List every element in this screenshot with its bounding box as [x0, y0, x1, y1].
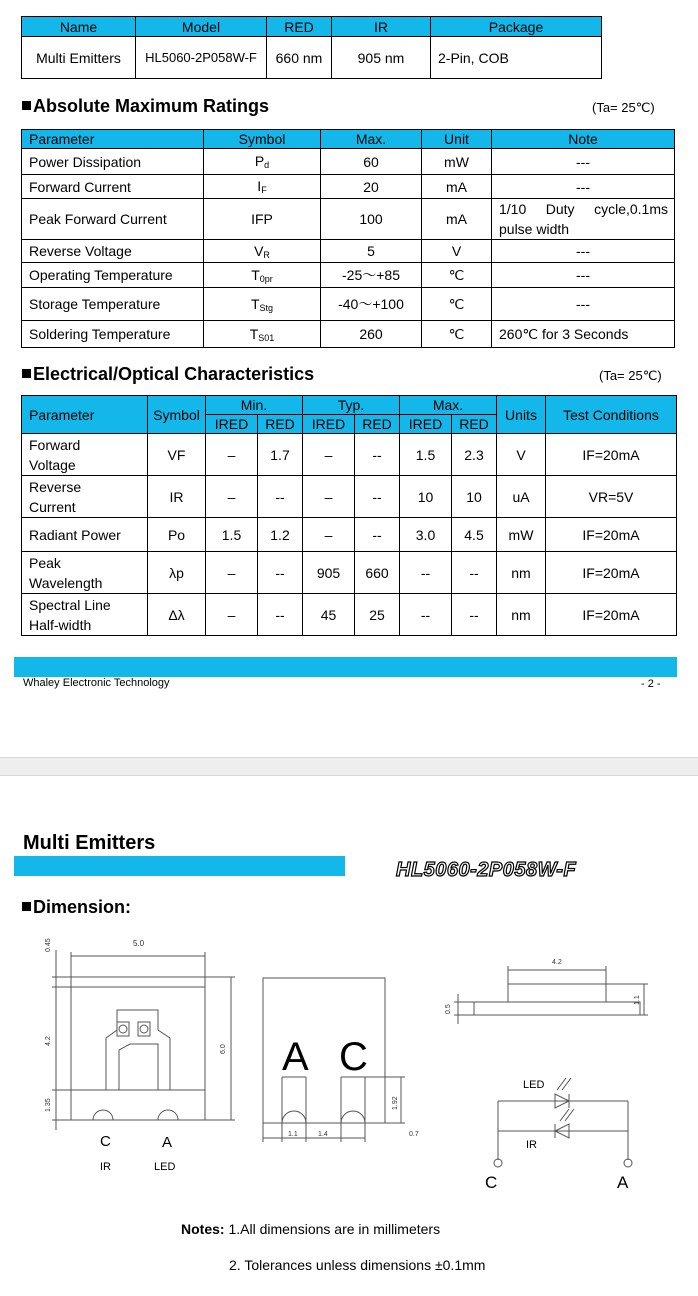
- amr-max: 260: [321, 321, 422, 348]
- amr-unit: mA: [422, 175, 492, 199]
- eoc-symbol: λp: [148, 552, 206, 594]
- dim-label: 0.45: [45, 938, 52, 952]
- eoc-value: 1.5: [206, 518, 258, 552]
- amr-param: Operating Temperature: [22, 263, 204, 288]
- eoc-value: --: [258, 552, 303, 594]
- amr-note: ---: [492, 240, 675, 263]
- eoc-unit: mW: [497, 518, 546, 552]
- eoc-value: --: [400, 552, 452, 594]
- eoc-value: 1.5: [400, 434, 452, 476]
- summary-cell: 660 nm: [267, 37, 332, 79]
- bullet-square-icon: [22, 902, 31, 911]
- schematic-drawing: [480, 1068, 650, 1198]
- eoc-value: –: [206, 594, 258, 636]
- eoc-unit: nm: [497, 594, 546, 636]
- note-2: 2. Tolerances unless dimensions ±0.1mm: [229, 1257, 486, 1273]
- eoc-test: IF=20mA: [546, 552, 677, 594]
- amr-note: ---: [492, 288, 675, 321]
- eoc-value: --: [400, 594, 452, 636]
- amr-symbol: $T_{Stg}$: [204, 288, 321, 321]
- eoc-value: 45: [303, 594, 355, 636]
- dim-label: 5.0: [133, 939, 145, 948]
- amr-max: 60: [321, 149, 422, 175]
- eoc-value: --: [258, 594, 303, 636]
- summary-header: IR: [332, 17, 431, 37]
- page2-title: Multi Emitters: [23, 832, 156, 854]
- pad-label-a: A: [282, 1035, 309, 1079]
- amr-header: Unit: [422, 130, 492, 149]
- schematic-label-a: A: [617, 1173, 629, 1192]
- amr-max: 100: [321, 199, 422, 240]
- eoc-symbol: Po: [148, 518, 206, 552]
- eoc-header-symbol: Symbol: [148, 396, 206, 434]
- eoc-value: --: [452, 594, 497, 636]
- amr-param: Power Dissipation: [22, 149, 204, 175]
- eoc-test: VR=5V: [546, 476, 677, 518]
- amr-unit: mW: [422, 149, 492, 175]
- amr-max: -25～+85: [321, 263, 422, 288]
- top-view-drawing: [30, 930, 250, 1180]
- amr-symbol: $T_{0pr}$: [204, 263, 321, 288]
- pin-label-led: LED: [154, 1161, 176, 1173]
- eoc-param: Reverse Current: [22, 476, 148, 518]
- amr-note: ---: [492, 175, 675, 199]
- eoc-subheader: RED: [258, 415, 303, 434]
- amr-symbol: $I_F$: [204, 175, 321, 199]
- amr-note: ---: [492, 149, 675, 175]
- amr-param: Peak Forward Current: [22, 199, 204, 240]
- notes-label: Notes:: [181, 1221, 225, 1237]
- dim-label: 1.1: [634, 995, 641, 1005]
- eoc-value: 3.0: [400, 518, 452, 552]
- eoc-value: –: [206, 476, 258, 518]
- amr-table: [21, 129, 675, 348]
- dim-label: 6.0: [220, 1044, 227, 1054]
- eoc-value: --: [355, 434, 400, 476]
- eoc-test: IF=20mA: [546, 518, 677, 552]
- amr-note: 260℃ for 3 Seconds: [492, 321, 675, 348]
- dim-label: 1.1: [288, 1131, 298, 1138]
- table-row: [22, 476, 677, 518]
- eoc-value: --: [355, 476, 400, 518]
- table-row: [22, 594, 677, 636]
- schematic-label-c: C: [485, 1173, 498, 1192]
- dim-label: 4.2: [552, 959, 562, 966]
- eoc-value: 25: [355, 594, 400, 636]
- eoc-header-units: Units: [497, 396, 546, 434]
- eoc-value: 4.5: [452, 518, 497, 552]
- summary-table: [21, 16, 602, 79]
- eoc-header-min: Min.: [206, 396, 303, 415]
- amr-max: 20: [321, 175, 422, 199]
- eoc-header-test: Test Conditions: [546, 396, 677, 434]
- summary-cell: 2-Pin, COB: [431, 37, 602, 79]
- amr-symbol: $T_{S01}$: [204, 321, 321, 348]
- eoc-header-param: Parameter: [22, 396, 148, 434]
- table-row: [22, 552, 677, 594]
- title-underline-bar: [14, 856, 345, 876]
- amr-note: ---: [492, 263, 675, 288]
- eoc-param: Forward Voltage: [22, 434, 148, 476]
- amr-param: Forward Current: [22, 175, 204, 199]
- pad-label-c: C: [339, 1035, 368, 1079]
- pin-label-ir: IR: [100, 1161, 111, 1173]
- eoc-test: IF=20mA: [546, 434, 677, 476]
- summary-cell: 905 nm: [332, 37, 431, 79]
- bullet-square-icon: [22, 369, 31, 378]
- schematic-label-ir: IR: [526, 1139, 537, 1151]
- eoc-value: –: [303, 434, 355, 476]
- summary-cell: Multi Emitters: [22, 37, 136, 79]
- amr-symbol: IFP: [204, 199, 321, 240]
- eoc-value: --: [258, 476, 303, 518]
- eoc-value: –: [206, 434, 258, 476]
- amr-symbol: $P_d$: [204, 149, 321, 175]
- eoc-value: --: [355, 518, 400, 552]
- eoc-unit: uA: [497, 476, 546, 518]
- eoc-header-max: Max.: [400, 396, 497, 415]
- dim-label: 1.92: [392, 1096, 399, 1110]
- footer-company: Whaley Electronic Technology: [23, 677, 170, 689]
- eoc-value: –: [303, 518, 355, 552]
- page-separator: [0, 757, 698, 776]
- eoc-param: Spectral Line Half-width: [22, 594, 148, 636]
- page2-model: HL5060-2P058W-F: [396, 859, 577, 881]
- eoc-symbol: IR: [148, 476, 206, 518]
- amr-max: 5: [321, 240, 422, 263]
- amr-unit: ℃: [422, 288, 492, 321]
- eoc-ta: (Ta= 25℃): [599, 368, 662, 383]
- amr-note: 1/10 Duty cycle,0.1ms pulse width: [492, 199, 675, 240]
- schematic-label-led: LED: [523, 1079, 545, 1091]
- dim-label: 1.35: [45, 1098, 52, 1112]
- footer-page-number: - 2 -: [641, 678, 661, 690]
- amr-header: Symbol: [204, 130, 321, 149]
- dim-label: 0.7: [409, 1131, 419, 1138]
- dim-label: 1.4: [318, 1131, 328, 1138]
- dim-label: 0.5: [445, 1004, 452, 1014]
- amr-title: Absolute Maximum Ratings: [22, 96, 269, 117]
- eoc-subheader: IRED: [206, 415, 258, 434]
- eoc-value: 1.2: [258, 518, 303, 552]
- eoc-unit: V: [497, 434, 546, 476]
- amr-ta: (Ta= 25℃): [592, 100, 655, 115]
- eoc-subheader: IRED: [400, 415, 452, 434]
- summary-cell: HL5060-2P058W-F: [136, 37, 267, 79]
- summary-header: Package: [431, 17, 602, 37]
- bottom-view-drawing: [255, 970, 435, 1155]
- bullet-square-icon: [22, 101, 31, 110]
- dimension-title: Dimension:: [22, 897, 131, 918]
- eoc-value: –: [303, 476, 355, 518]
- amr-unit: mA: [422, 199, 492, 240]
- pin-label-c: C: [100, 1133, 111, 1150]
- eoc-value: –: [206, 552, 258, 594]
- eoc-value: 905: [303, 552, 355, 594]
- footer-bar: [14, 657, 677, 677]
- amr-unit: ℃: [422, 263, 492, 288]
- table-row: [22, 434, 677, 476]
- eoc-value: 10: [400, 476, 452, 518]
- eoc-unit: nm: [497, 552, 546, 594]
- amr-unit: V: [422, 240, 492, 263]
- eoc-value: 1.7: [258, 434, 303, 476]
- eoc-value: --: [452, 552, 497, 594]
- summary-header: Model: [136, 17, 267, 37]
- eoc-param: Peak Wavelength: [22, 552, 148, 594]
- note-1: Notes: 1.All dimensions are in millimeters: [181, 1221, 441, 1237]
- dim-label: 4.2: [45, 1036, 52, 1046]
- eoc-subheader: RED: [452, 415, 497, 434]
- summary-header: RED: [267, 17, 332, 37]
- amr-param: Reverse Voltage: [22, 240, 204, 263]
- eoc-param: Radiant Power: [22, 518, 148, 552]
- eoc-header-typ: Typ.: [303, 396, 400, 415]
- eoc-test: IF=20mA: [546, 594, 677, 636]
- amr-param: Soldering Temperature: [22, 321, 204, 348]
- eoc-symbol: Δλ: [148, 594, 206, 636]
- eoc-value: 2.3: [452, 434, 497, 476]
- eoc-table: [21, 395, 677, 636]
- eoc-subheader: IRED: [303, 415, 355, 434]
- amr-header: Parameter: [22, 130, 204, 149]
- pin-label-a: A: [162, 1134, 173, 1151]
- amr-param: Storage Temperature: [22, 288, 204, 321]
- amr-header: Note: [492, 130, 675, 149]
- eoc-symbol: VF: [148, 434, 206, 476]
- amr-symbol: $V_R$: [204, 240, 321, 263]
- eoc-title: Electrical/Optical Characteristics: [22, 364, 314, 385]
- amr-header: Max.: [321, 130, 422, 149]
- side-view-drawing: [440, 950, 660, 1030]
- table-row: [22, 518, 677, 552]
- amr-max: -40～+100: [321, 288, 422, 321]
- amr-unit: ℃: [422, 321, 492, 348]
- eoc-value: 660: [355, 552, 400, 594]
- eoc-value: 10: [452, 476, 497, 518]
- summary-header: Name: [22, 17, 136, 37]
- eoc-subheader: RED: [355, 415, 400, 434]
